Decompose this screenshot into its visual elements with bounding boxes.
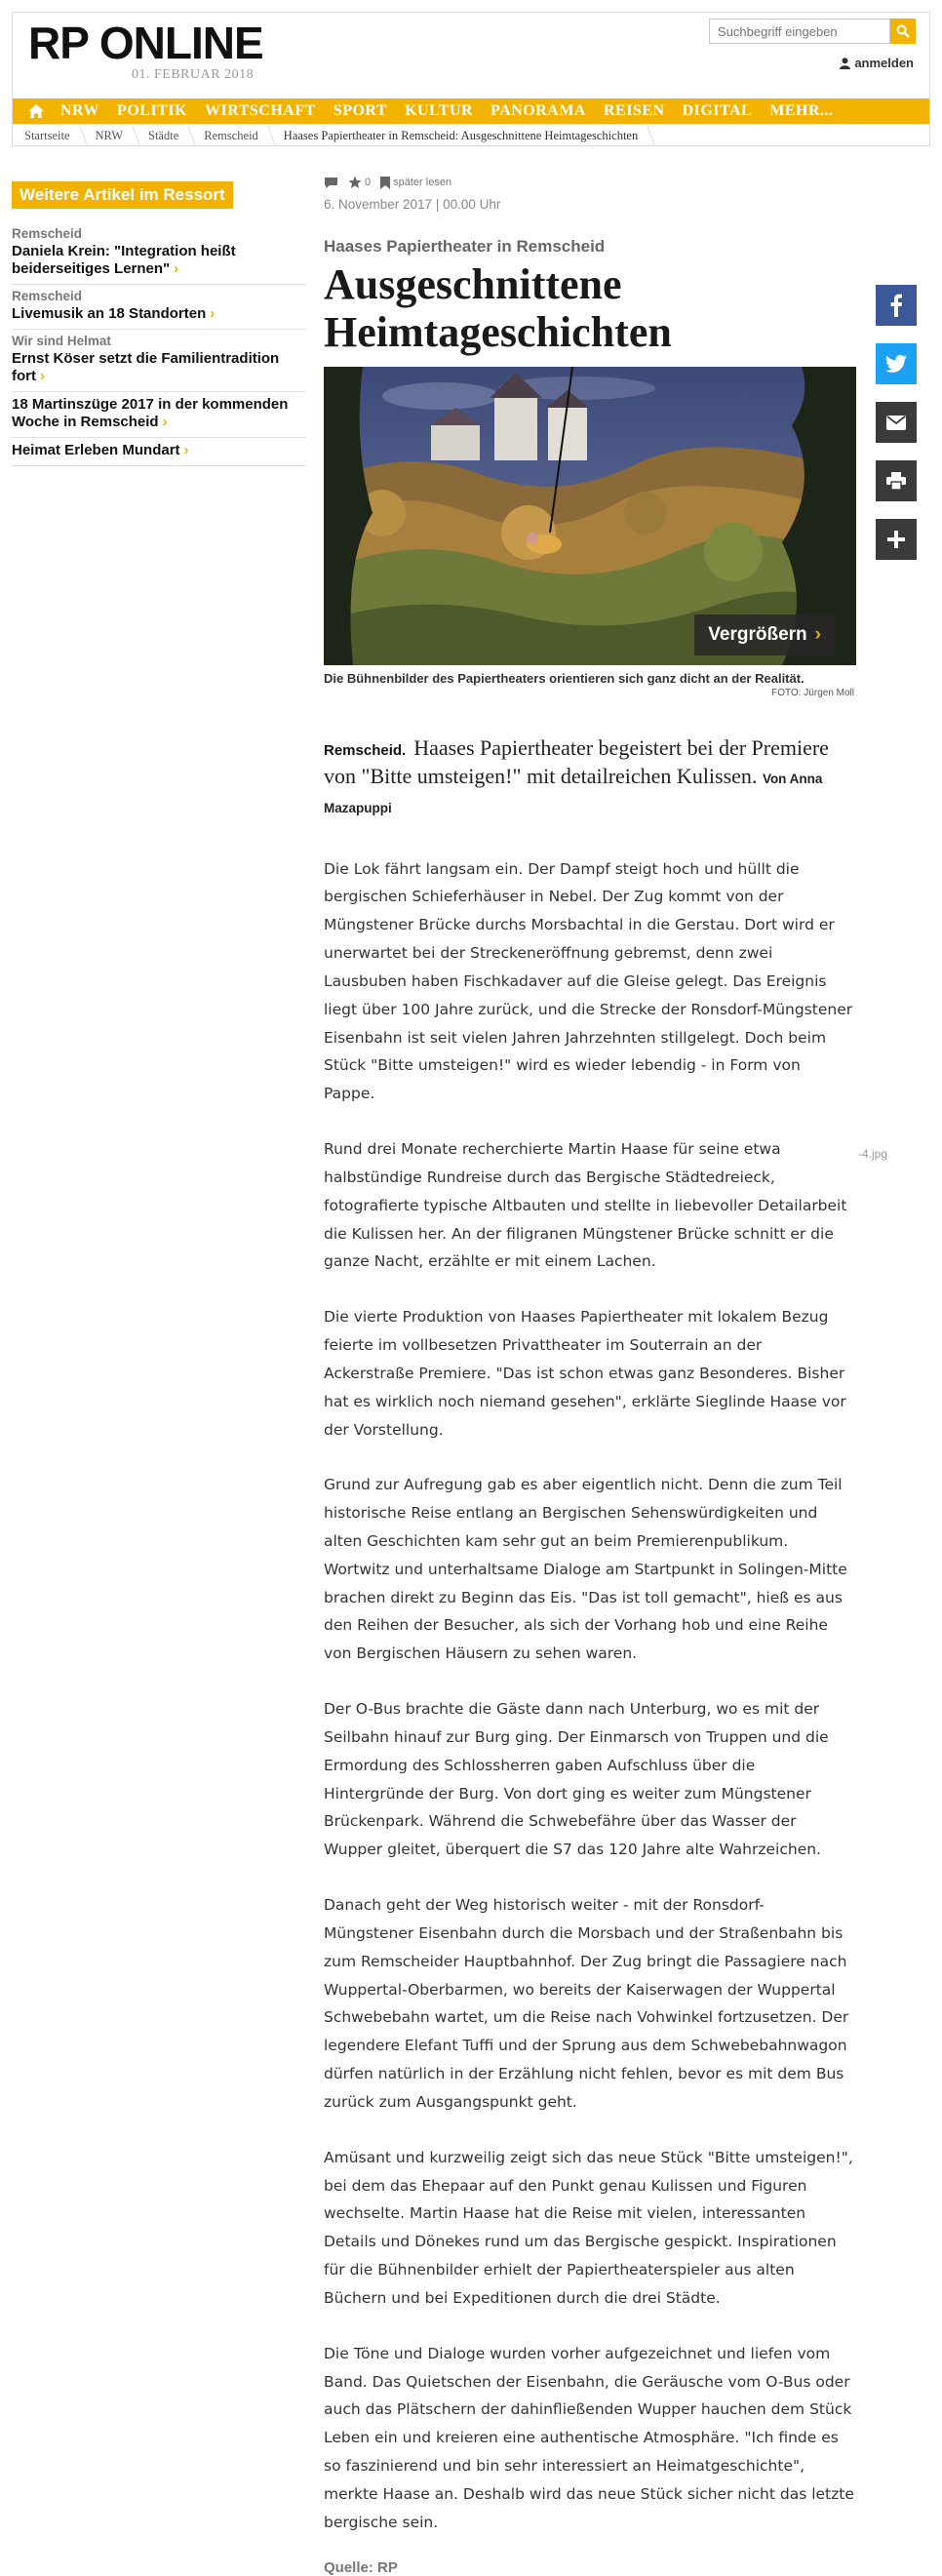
article-author: Von Anna Mazapuppi (324, 772, 823, 815)
comment-icon (324, 177, 338, 189)
user-icon (840, 58, 850, 69)
sidebar-article-headline[interactable]: Heimat Erleben Mundart › (12, 442, 189, 458)
search-box (709, 19, 916, 44)
header-date: 01. FEBRUAR 2018 (132, 67, 255, 82)
nav-item-reisen[interactable]: REISEN (603, 102, 665, 119)
body-paragraph: Amüsant und kurzweilig zeigt sich das neue Stück "Bitte umsteigen!", bei dem das Ehepaar auf den Punkt genau Kulissen und Figuren wechselte. Martin Haase hat die Reise mit vielen, interessanten Details und Dönekes rund um das Bergische gespickt. Inspirationen für die Bühnenbilder erhielt der Papiertheaterspieler aus alten Büchern und bei Expeditionen durch die drei Städte. (324, 2148, 853, 2307)
sidebar-article-kicker: Remscheid (12, 226, 83, 241)
enlarge-button[interactable] (694, 614, 835, 655)
read-later-label: später lesen (393, 177, 452, 188)
plus-icon (887, 531, 905, 548)
body-paragraph: Die Töne und Dialoge wurden vorher aufgezeichnet und liefen vom Band. Das Quietschen der Eisenbahn, die Geräusche vom O-Bus oder auch das Plätschern der dahinfließenden Wupper hauchen dem Stück Leben ein und kreieren eine authentische Atmosphäre. "Ich finde es so faszinierend und bin sehr interessiert an Heimatgeschichte", merkte Haase an. Deshalb wird das neue Stück sicher nicht das letzte bergische sein. (324, 2344, 854, 2531)
sidebar-article-headline[interactable]: Daniela Krein: "Integration heißt beiderseitiges Lernen" › (12, 243, 236, 277)
home-icon (28, 104, 44, 118)
body-paragraph: Der O-Bus brachte die Gäste dann nach Unterburg, wo es mit der Seilbahn hinauf zur Burg ging. Der Einmarsch von Truppen und die Ermordung des Schlossherren gaben Aufschluss über die Hintergründe der Burg. Von dort ging es weiter zum Müngstener Brückenpark. Während die Schwebefähre über das Wasser der Wupper gleitet, überquert die S7 das 120 Jahre alte Wahrzeichen. (324, 1700, 829, 1859)
body-paragraph: Die vierte Produktion von Haases Papiertheater mit lokalem Bezug feierte im vollbesetzen Privattheater im Souterrain an der Ackerstraße Premiere. "Das ist schon etwas ganz Besonderes. Bisher hat es wirklich noch niemand gesehen", erklärte Sieglinde Haase vor der Vorstellung. (324, 1308, 846, 1439)
sidebar-title: Weitere Artikel im Ressort (12, 181, 233, 209)
breadcrumb-staedte[interactable]: Städte (137, 125, 192, 146)
print-button[interactable] (876, 460, 917, 501)
sidebar-article[interactable] (12, 392, 306, 438)
sidebar-article-headline[interactable]: Livemusik an 18 Standorten › (12, 305, 216, 322)
sidebar-article[interactable] (12, 222, 306, 285)
login-label: anmelden (854, 56, 914, 70)
search-input[interactable] (709, 19, 890, 44)
chevron-right-icon: › (40, 368, 45, 384)
site-logo[interactable]: RP ONLINE (28, 18, 263, 68)
breadcrumb-nrw[interactable]: NRW (84, 125, 137, 146)
sidebar-article-kicker: Wir sind Helmat (12, 334, 111, 348)
chevron-right-icon: › (174, 260, 179, 277)
body-paragraph: Grund zur Aufregung gab es aber eigentlich nicht. Denn die zum Teil historische Reise entlang an Bergischen Sehenswürdigkeiten und alten Geschichten kam sehr gut an beim Premierenpublikum. Wortwitz und unterhaltsame Dialoge am Startpunkt in Solingen-Mitte brachen direkt zu Beginn das Eis. "Das ist toll gemacht", hieß es aus den Reihen der Besucher, als sich der Vorhang hob und eine Reihe von Bergischen Häusern zu sehen waren. (324, 1476, 847, 1663)
header-top (13, 13, 929, 99)
facebook-icon (889, 294, 903, 317)
share-more-button[interactable] (876, 519, 917, 560)
login-link[interactable] (840, 56, 914, 70)
share-twitter-button[interactable] (876, 343, 917, 384)
nav-item-wirtschaft[interactable]: WIRTSCHAFT (205, 102, 316, 119)
nav-item-kultur[interactable]: KULTUR (405, 102, 474, 119)
share-mail-button[interactable] (876, 402, 917, 443)
sidebar-article-headline[interactable]: Ernst Köser setzt die Familientradition fort › (12, 350, 280, 384)
chevron-right-icon: › (162, 414, 168, 430)
broken-image-placeholder: -4.jpg (858, 1147, 888, 1161)
chevron-right-icon: › (210, 305, 216, 322)
enlarge-label: Vergrößern (708, 623, 807, 645)
breadcrumb-startseite[interactable]: Startseite (13, 125, 84, 146)
rating-count: 0 (365, 177, 372, 188)
rating-button[interactable] (348, 176, 371, 189)
main-nav (13, 99, 929, 124)
mail-icon (886, 416, 906, 430)
article-body (324, 855, 854, 2537)
article-lead (324, 733, 854, 820)
sidebar (12, 181, 306, 466)
body-paragraph: Die Lok fährt langsam ein. Der Dampf steigt hoch und hüllt die bergischen Schieferhäuser in Nebel. Der Zug kommt von der Müngstener Brücke durchs Morsbachtal in die Gerstau. Dort wird er unerwartet bei der Streckeneröffnung gebremst, denn zwei Lausbuben haben Fischkadaver auf die Gleise gelegt. Das Ereignis liegt über 100 Jahre zurück, und die Strecke der Ronsdorf-Müngstener Eisenbahn ist seit vielen Jahren Jahrzehnten stillgelegt. Doch beim Stück "Bitte umsteigen!" wird es wieder lebendig - in Form von Pappe. (324, 859, 853, 1103)
chevron-right-icon: › (814, 623, 821, 645)
publish-date: 6. November 2017 | 00.00 Uhr (324, 197, 501, 212)
image-credit: FOTO: Jürgen Moll (771, 687, 854, 698)
nav-item-digital[interactable]: DIGITAL (682, 102, 753, 119)
body-paragraph: Danach geht der Weg historisch weiter - mit der Ronsdorf-Müngstener Eisenbahn durch die Morsbach und der Straßenbahn bis zum Remscheider Hauptbahnhof. Der Zug bringt die Passagiere nach Wuppertal-Oberbarmen, wo bereits der Kaiserwagen der Wuppertal Schwebebahn wartet, um die Reise nach Vohwinkel fortzusetzen. Der legendere Elefant Tuffi und der Sprung aus dem Schwebebahnwagon dürfen natürlich in der Erzählung nicht fehlen, bevor es mit dem Bus zurück zum Ausgangspunkt geht. (324, 1896, 849, 2111)
bookmark-icon (380, 177, 390, 189)
comments-button[interactable] (324, 177, 338, 189)
nav-home[interactable] (20, 104, 52, 118)
star-icon (348, 176, 362, 189)
twitter-icon (885, 355, 907, 373)
article-source: Quelle: RP (324, 2559, 398, 2576)
sidebar-article[interactable] (12, 330, 306, 392)
site-header (12, 12, 930, 146)
breadcrumb (13, 124, 929, 145)
sidebar-article[interactable] (12, 438, 306, 466)
nav-item-sport[interactable]: SPORT (333, 102, 388, 119)
lead-place: Remscheid. (324, 741, 407, 759)
article-meta-actions (324, 172, 854, 193)
body-paragraph: Rund drei Monate recherchierte Martin Haase für seine etwa halbstündige Rundreise durch das Bergische Städtedreieck, fotografierte typische Altbauten und stellte in liebevoller Detailarbeit die Kulissen her. An der filigranen Müngstener Brücke schnitt er die ganze Nacht, erzählte er mit einem Lachen. (324, 1140, 847, 1271)
share-facebook-button[interactable] (876, 285, 917, 326)
sidebar-article[interactable] (12, 285, 306, 330)
breadcrumb-current: Haases Papiertheater in Remscheid: Ausgeschnittene Heimtageschichten (272, 125, 651, 146)
nav-item-mehr[interactable]: MEHR... (769, 102, 834, 119)
article (324, 172, 854, 2576)
print-icon (886, 472, 906, 490)
share-bar (876, 285, 917, 577)
sidebar-article-headline[interactable]: 18 Martinszüge 2017 in der kommenden Woche in Remscheid › (12, 396, 289, 430)
nav-item-panorama[interactable]: PANORAMA (491, 102, 586, 119)
lead-text: Haases Papiertheater begeistert bei der Premiere von "Bitte umsteigen!" mit detailreichen Kulissen. (324, 734, 829, 789)
search-button[interactable] (890, 19, 916, 44)
sidebar-article-kicker: Remscheid (12, 289, 83, 303)
nav-item-politik[interactable]: POLITIK (117, 102, 188, 119)
image-caption: Die Bühnenbilder des Papiertheaters orientieren sich ganz dicht an der Realität. (324, 670, 805, 686)
article-kicker: Haases Papiertheater in Remscheid (324, 237, 606, 256)
read-later-button[interactable] (380, 177, 451, 189)
search-icon (896, 24, 910, 38)
article-image[interactable] (324, 367, 856, 665)
nav-item-nrw[interactable]: NRW (60, 102, 100, 119)
chevron-right-icon: › (183, 442, 189, 458)
article-headline: Ausgeschnittene Heimtageschichten (324, 260, 672, 357)
breadcrumb-remscheid[interactable]: Remscheid (192, 125, 272, 146)
